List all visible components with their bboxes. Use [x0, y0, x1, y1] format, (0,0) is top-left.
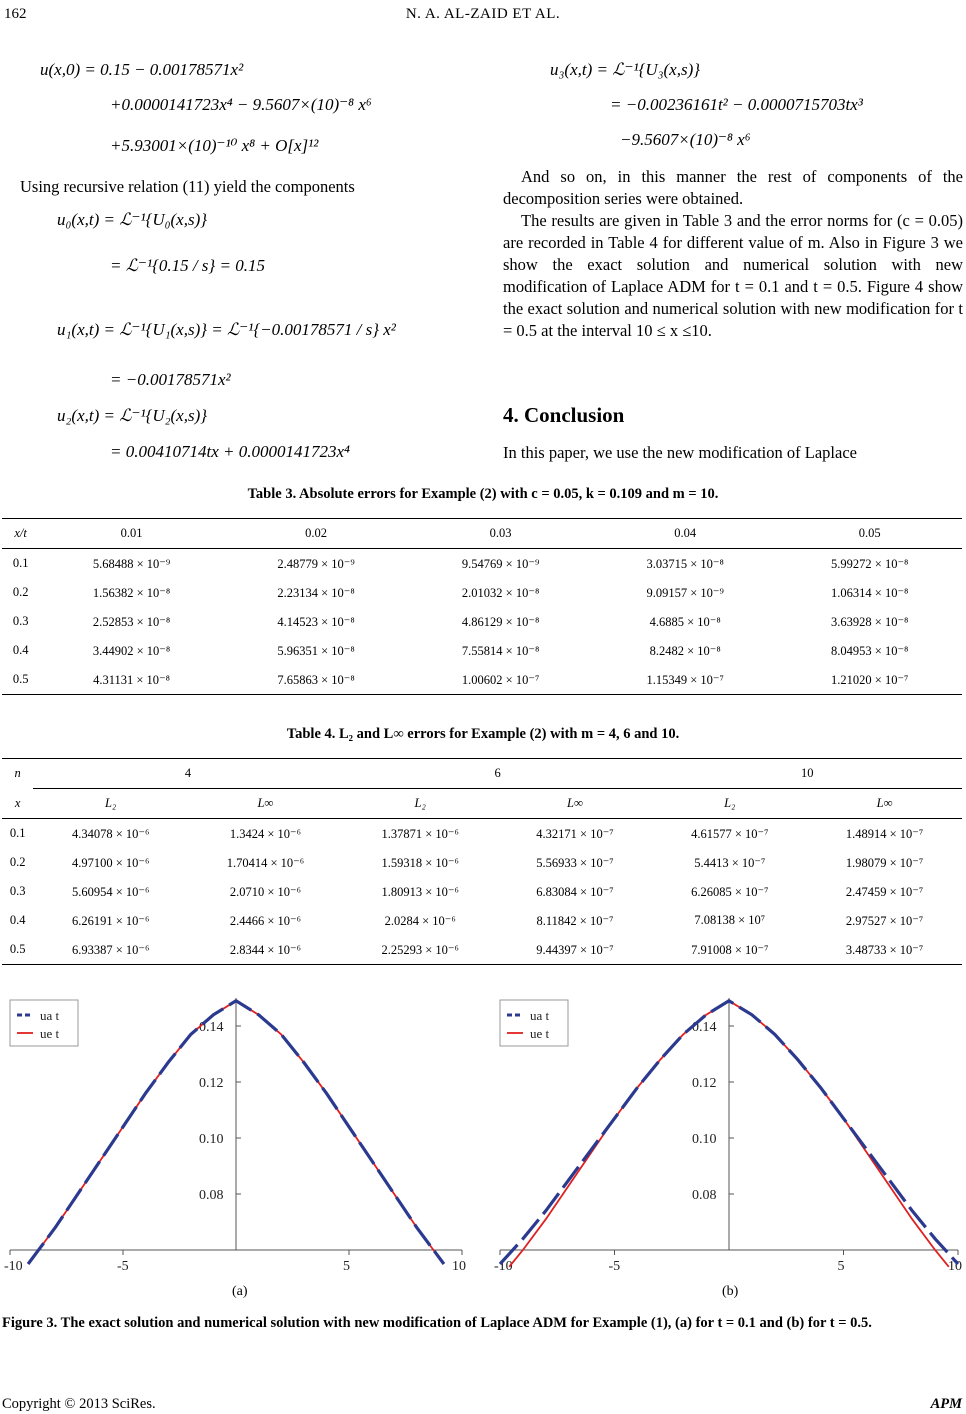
table4-subheader-cell: x — [2, 789, 33, 819]
y-tick-label: 0.14 — [199, 1020, 224, 1035]
table-cell: 0.2 — [12, 585, 29, 599]
y-tick-label: 0.12 — [692, 1076, 717, 1091]
table-cell: 1.15349 × 10⁻⁷ — [593, 665, 778, 695]
table-cell: 1.98079 × 10⁻⁷ — [845, 855, 924, 870]
equation-u3-line1: u₃(x,t) = ℒ⁻¹{U₃(x,s)} — [550, 60, 701, 79]
x-tick-label: -10 — [4, 1259, 23, 1274]
table-cell: 0.1 — [12, 556, 29, 570]
chart-panel-a — [0, 990, 470, 1280]
table4-body — [2, 819, 962, 965]
equation-u-x0-line3: +5.93001×(10)⁻¹⁰ x⁸ + O[x]¹² — [110, 136, 319, 155]
table-cell: 9.44397 × 10⁻⁷ — [498, 935, 653, 965]
equation-u0-line1: u₀(x,t) = ℒ⁻¹{U₀(x,s)} — [57, 210, 208, 229]
table-cell: 0.3 — [12, 614, 29, 628]
panel-label-b: (b) — [722, 1284, 739, 1299]
table4-subheader-row — [2, 789, 962, 819]
table-cell: 9.09157 × 10⁻⁹ — [646, 585, 724, 600]
results-text — [503, 166, 963, 342]
table-cell: 7.65863 × 10⁻⁸ — [224, 665, 409, 695]
table-row — [2, 819, 962, 849]
table-row — [2, 665, 962, 695]
conclusion-text: In this paper, we use the new modification of Laplace — [503, 443, 857, 462]
y-tick-label: 0.10 — [692, 1132, 717, 1147]
x-tick-label: 5 — [837, 1259, 845, 1274]
equation-u2-line1: u₂(x,t) = ℒ⁻¹{U₂(x,s)} — [57, 406, 208, 425]
table-cell: 5.68488 × 10⁻⁹ — [92, 556, 171, 571]
figure-caption: Figure 3. The exact solution and numerical solution with new modification of Laplace ADM for Example (1), (a) for t = 0.1 and (b) for t = 0.5. — [2, 1315, 872, 1331]
chart-panel-b — [490, 990, 966, 1280]
table4-subheader-cell: L₂ — [343, 789, 498, 819]
table-cell: 1.56382 × 10⁻⁸ — [92, 585, 171, 600]
section-heading-conclusion: 4. Conclusion — [503, 403, 625, 427]
table-cell: 5.4413 × 10⁻⁷ — [694, 855, 766, 870]
equation-u3-line2: = −0.00236161t² − 0.0000715703tx³ — [610, 95, 863, 114]
table4-group-6: 6 — [343, 759, 653, 789]
equation-u-x0-line2: +0.0000141723x⁴ − 9.5607×(10)⁻⁸ x⁶ — [110, 95, 372, 114]
table-row — [2, 935, 962, 965]
x-tick-label: 10 — [948, 1259, 962, 1274]
x-tick-label: 5 — [343, 1259, 350, 1274]
y-tick-label: 0.08 — [692, 1188, 717, 1203]
x-tick-label: -5 — [117, 1259, 129, 1274]
table3-header-cell: 0.04 — [593, 519, 778, 549]
table-cell: 0.4 — [12, 643, 29, 657]
table-cell: 5.56933 × 10⁻⁷ — [536, 855, 614, 870]
legend-label: ua t — [530, 1008, 550, 1023]
table4-subheader-cell: L∞ — [188, 789, 343, 819]
table-cell: 4.32171 × 10⁻⁷ — [536, 826, 614, 841]
table-cell: 8.11842 × 10⁻⁷ — [536, 913, 614, 928]
table4-subheader-cell: L∞ — [498, 789, 653, 819]
table3-header-cell: x/t — [2, 519, 39, 549]
table-cell: 1.80913 × 10⁻⁶ — [381, 884, 459, 899]
table-cell: 9.54769 × 10⁻⁹ — [461, 556, 540, 571]
table-cell: 1.00602 × 10⁻⁷ — [408, 665, 593, 695]
recursive-intro-text: Using recursive relation (11) yield the components — [20, 177, 355, 196]
table-cell: 1.3424 × 10⁻⁶ — [229, 826, 301, 841]
table3-header-cell: 0.03 — [408, 519, 593, 549]
table-cell: 1.06314 × 10⁻⁸ — [831, 585, 909, 600]
table-cell: 4.61577 × 10⁻⁷ — [691, 826, 769, 841]
table-cell: 7.08138 × 10⁷ — [694, 913, 766, 927]
table3 — [2, 518, 962, 695]
y-tick-label: 0.12 — [199, 1076, 224, 1091]
table-cell: 2.0710 × 10⁻⁶ — [229, 884, 301, 899]
table-cell: 3.03715 × 10⁻⁸ — [646, 556, 724, 571]
y-tick-label: 0.10 — [199, 1132, 224, 1147]
table-cell: 5.99272 × 10⁻⁸ — [831, 556, 909, 571]
table4-group-10: 10 — [652, 759, 962, 789]
table-cell: 4.14523 × 10⁻⁸ — [277, 614, 355, 629]
footer-copyright: Copyright © 2013 SciRes. — [2, 1396, 156, 1412]
equation-u1-line1: u₁(x,t) = ℒ⁻¹{U₁(x,s)} = ℒ⁻¹{−0.00178571 / s} x² — [57, 320, 396, 339]
table4-caption: Table 4. L₂ and L∞ errors for Example (2) with m = 4, 6 and 10. — [286, 726, 680, 742]
footer-journal: APM — [930, 1396, 962, 1412]
page-header — [0, 4, 966, 28]
table-cell: 7.55814 × 10⁻⁸ — [461, 643, 540, 658]
running-title: N. A. AL-ZAID ET AL. — [405, 6, 561, 22]
table-cell: 1.70414 × 10⁻⁶ — [226, 855, 305, 870]
table3-header-row — [2, 519, 962, 549]
table4 — [2, 758, 962, 965]
table-cell: 1.37871 × 10⁻⁶ — [381, 826, 459, 841]
table-cell: 4.86129 × 10⁻⁸ — [461, 614, 540, 629]
panel-label-a: (a) — [232, 1284, 248, 1299]
table-cell: 4.97100 × 10⁻⁶ — [71, 855, 150, 870]
table3-header-cell: 0.01 — [39, 519, 224, 549]
table-cell: 6.93387 × 10⁻⁶ — [33, 935, 188, 965]
table-cell: 2.8344 × 10⁻⁶ — [188, 935, 343, 965]
table-cell: 4.6885 × 10⁻⁸ — [649, 614, 721, 629]
equation-u-x0-line1: u(x,0) = 0.15 − 0.00178571x² — [40, 60, 244, 79]
table-cell: 2.52853 × 10⁻⁸ — [92, 614, 171, 629]
table-cell: 0.5 — [2, 935, 33, 965]
table-cell: 0.2 — [9, 855, 26, 869]
table-cell: 2.01032 × 10⁻⁸ — [461, 585, 540, 600]
table4-subheader-cell: L₂ — [33, 789, 188, 819]
x-tick-label: 10 — [452, 1259, 466, 1274]
table-cell: 2.25293 × 10⁻⁶ — [343, 935, 498, 965]
legend-label: ue t — [530, 1026, 550, 1041]
table-cell: 6.83084 × 10⁻⁷ — [536, 884, 614, 899]
table-cell: 5.60954 × 10⁻⁶ — [71, 884, 150, 899]
table-row — [2, 906, 962, 935]
table-row — [2, 607, 962, 636]
table3-caption: Table 3. Absolute errors for Example (2) with c = 0.05, k = 0.109 and m = 10. — [247, 486, 719, 502]
table3-header-cell: 0.05 — [777, 519, 962, 549]
equation-u0-line2: = ℒ⁻¹{0.15 / s} = 0.15 — [110, 256, 265, 275]
page-number: 162 — [4, 6, 27, 22]
table4-group-row — [2, 759, 962, 789]
table-cell: 2.97527 × 10⁻⁷ — [845, 913, 924, 928]
table-cell: 2.47459 × 10⁻⁷ — [845, 884, 924, 899]
table3-header-cell: 0.02 — [224, 519, 409, 549]
table-cell: 0.4 — [9, 913, 26, 927]
table-cell: 6.26085 × 10⁻⁷ — [691, 884, 769, 899]
y-tick-label: 0.14 — [692, 1020, 717, 1035]
table-cell: 8.04953 × 10⁻⁸ — [831, 643, 909, 658]
table-cell: 0.5 — [2, 665, 39, 695]
paragraph-results: The results are given in Table 3 and the error norms for (c = 0.05) are recorded in Table 4 for different value of m. Also in Figure 3 we show the exact solution and numerical solution with new modification of Laplace ADM for t = 0.1 and t = 0.5. Figure 4 show the exact solution and numerical solution with new modification for t = 0.5 at the interval 10 ≤ x ≤10. — [503, 211, 963, 340]
table-cell: 0.3 — [9, 884, 26, 898]
legend-label: ue t — [40, 1026, 60, 1041]
table-cell: 1.48914 × 10⁻⁷ — [845, 826, 924, 841]
table-row — [2, 848, 962, 877]
equation-u2-line2: = 0.00410714tx + 0.0000141723x⁴ — [110, 442, 350, 461]
table-row — [2, 636, 962, 665]
x-tick-label: -5 — [608, 1259, 621, 1274]
x-tick-label: -10 — [494, 1259, 513, 1274]
table-row — [2, 578, 962, 607]
table-cell: 4.34078 × 10⁻⁶ — [71, 826, 150, 841]
table-cell: 1.59318 × 10⁻⁶ — [381, 855, 459, 870]
table4-header-n: n — [2, 759, 33, 789]
table-cell: 2.48779 × 10⁻⁹ — [277, 556, 355, 571]
table-cell: 7.91008 × 10⁻⁷ — [652, 935, 807, 965]
table3-body — [2, 549, 962, 695]
equation-u3-line3: −9.5607×(10)⁻⁸ x⁶ — [620, 130, 751, 149]
equation-u1-line2: = −0.00178571x² — [110, 370, 231, 389]
table4-subheader-cell: L∞ — [807, 789, 962, 819]
table-cell: 2.0284 × 10⁻⁶ — [384, 913, 456, 928]
table-cell: 4.31131 × 10⁻⁸ — [39, 665, 224, 695]
table4-group-4: 4 — [33, 759, 343, 789]
paragraph-components: And so on, in this manner the rest of components of the decomposition series were obtained. — [503, 167, 963, 208]
table-cell: 3.63928 × 10⁻⁸ — [831, 614, 909, 629]
table-row — [2, 877, 962, 906]
table-cell: 2.4466 × 10⁻⁶ — [229, 913, 301, 928]
legend-label: ua t — [40, 1008, 60, 1023]
y-tick-label: 0.08 — [199, 1188, 224, 1203]
table-cell: 0.1 — [9, 826, 26, 840]
table-cell: 3.44902 × 10⁻⁸ — [92, 643, 171, 658]
table-cell: 2.23134 × 10⁻⁸ — [277, 585, 355, 600]
table-cell: 8.2482 × 10⁻⁸ — [649, 643, 721, 658]
table4-subheader-cell: L₂ — [652, 789, 807, 819]
table-row — [2, 549, 962, 579]
table-cell: 6.26191 × 10⁻⁶ — [71, 913, 150, 928]
table-cell: 5.96351 × 10⁻⁸ — [277, 643, 355, 658]
table-cell: 3.48733 × 10⁻⁷ — [807, 935, 962, 965]
table-cell: 1.21020 × 10⁻⁷ — [777, 665, 962, 695]
